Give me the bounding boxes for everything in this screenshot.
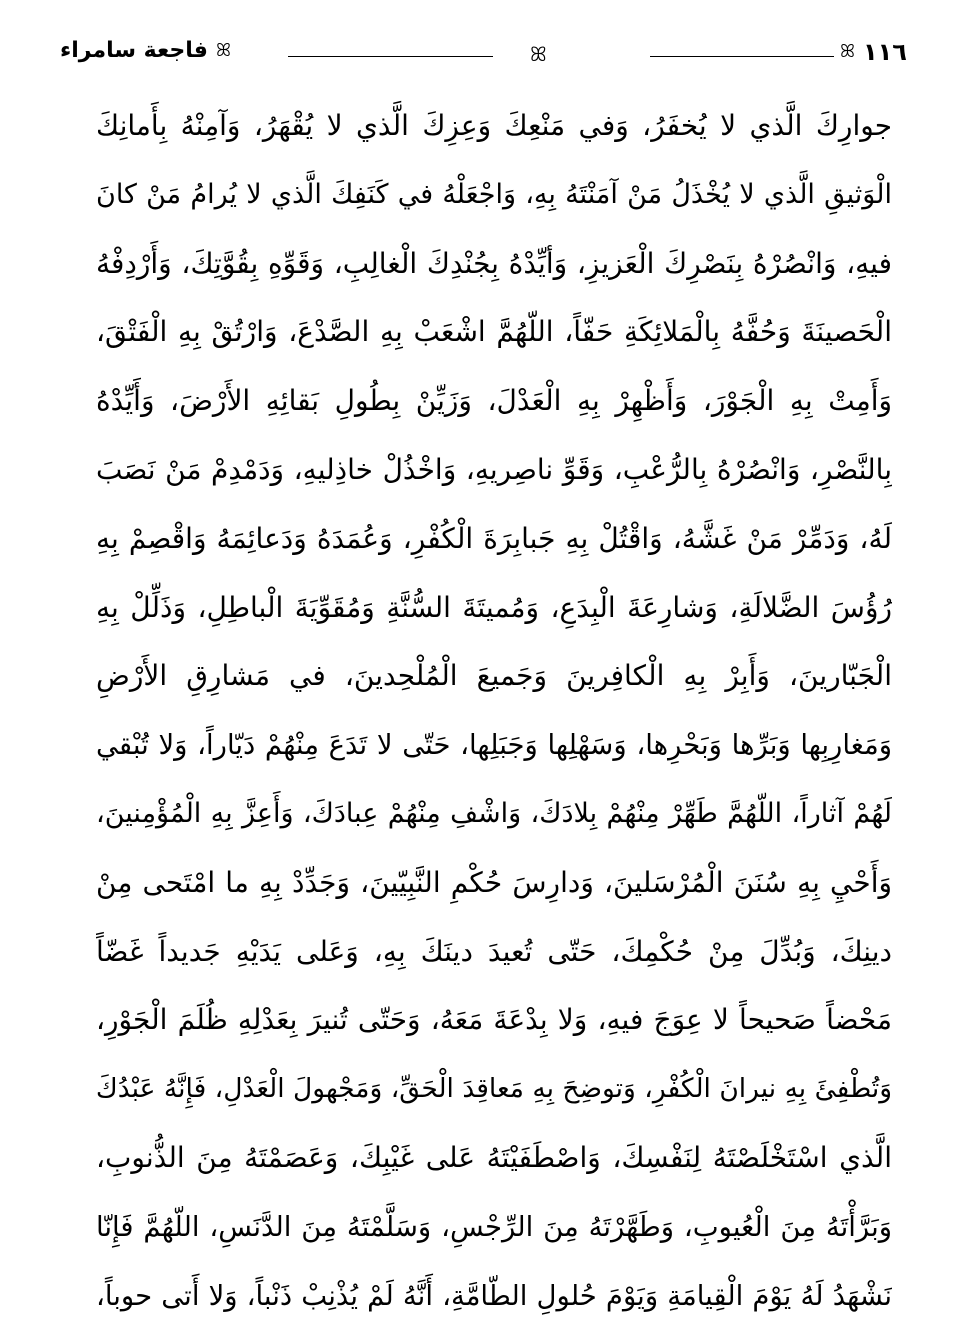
center-ornament-icon: ꕤ bbox=[530, 42, 547, 66]
header-title-group bbox=[60, 38, 231, 63]
text-line: مَحْضاً صَحيحاً لا عِوَجَ فيهِ، وَلا بِدْعَةَ مَعَهُ، وَحَتّى تُنيرَ بِعَدْلِهِ ظُلَمَ الْجَوْرِ، bbox=[96, 1003, 892, 1037]
text-line: الْوَثيقِ الَّذي لا يُخْذَلُ مَنْ آمَنْتَهُ بِهِ، وَاجْعَلْهُ في كَنَفِكَ الَّذي لا يُرامُ مَنْ كانَ bbox=[96, 178, 892, 210]
text-line: لَهُ، وَدَمِّرْ مَنْ غَشَّهُ، وَاقْتُلْ بِهِ جَبابِرَةَ الْكُفْرِ، وَعُمَدَهُ وَدَعائِمَهُ وَاقْصِمْ بِهِ bbox=[96, 521, 892, 555]
header-rule-left bbox=[288, 56, 493, 57]
text-line: فيهِ، وَانْصُرْهُ بِنَصْرِكَ الْعَزيزِ، وَأيِّدْهُ بِجُنْدِكَ الْغالِبِ، وَقَوِّهِ بِقُوَّتِكَ، وَأَرْدِفْهُ bbox=[96, 246, 892, 280]
book-title: فاجعة سامراء bbox=[60, 38, 208, 63]
text-line: وَبَرَّأْتَهُ مِنَ الْعُيوبِ، وَطَهَّرْتَهُ مِنَ الرِّجْسِ، وَسَلَّمْتَهُ مِنَ الدَّنَسِ، اللّهُمَّ فَإِنّا bbox=[96, 1210, 892, 1243]
text-line: وَأَحْيِ بِهِ سُنَنَ الْمُرْسَلينَ، وَدارِسَ حُكْمِ النَّبِيّينَ، وَجَدِّدْ بِهِ ما امْتَحى مِنْ bbox=[96, 865, 892, 899]
ornament-icon: ꕤ bbox=[840, 41, 855, 62]
text-line: رُؤُسَ الضَّلالَةِ، وَشارِعَةَ الْبِدَعِ، وَمُميتَةَ السُّنَّةِ وَمُقَوِّيَةَ الْباطِلِ، وَذَلِّلْ بِهِ bbox=[96, 590, 892, 624]
header-page-number-group bbox=[840, 38, 907, 66]
header-rule-right bbox=[650, 56, 834, 57]
text-line: بِالنَّصْرِ، وَانْصُرْهُ بِالرُّعْبِ، وَقَوِّ ناصِريهِ، وَاخْذُلْ خاذِليهِ، وَدَمْدِمْ مَنْ نَصَبَ bbox=[96, 452, 892, 486]
text-line: جوارِكَ الَّذي لا يُخفَرُ، وَفي مَنْعِكَ وَعِزِكَ الَّذي لا يُقْهَرُ، وَآمِنْهُ بِأَمانِكَ bbox=[96, 109, 892, 142]
page-number: ١١٦ bbox=[862, 38, 907, 66]
body-text bbox=[96, 92, 892, 1330]
text-line: نَشْهَدُ لَهُ يَوْمَ الْقِيامَةِ وَيَوْمَ حُلولِ الطّامَّةِ، أَنَّهُ لَمْ يُذْنِبْ ذَنْباً، وَلا أَتى حوباً، bbox=[96, 1279, 892, 1312]
text-line: الْحَصينَةَ وَحُفَّهُ بِالْمَلائِكَةِ حَفّاً، اللّهُمَّ اشْعَبْ بِهِ الصَّدْعَ، وَارْتُقْ بِهِ الْفَتْقَ، bbox=[96, 315, 892, 349]
text-line: دينِكَ، وَبُدِّلَ مِنْ حُكْمِكَ، حَتّى تُعيدَ دينَكَ بِهِ، وَعَلى يَدَيْهِ جَديداً غَضّاً bbox=[96, 934, 892, 968]
text-line: وَتُطْفِئَ بِهِ نيرانَ الْكُفْرِ، وَتوضِحَ بِهِ مَعاقِدَ الْحَقِّ، وَمَجْهولَ الْعَدْلِ، فَإِنَّهُ عَبْدُكَ bbox=[96, 1073, 892, 1105]
text-line: وَمَغارِبِها وَبَرِّها وَبَحْرِها، وَسَهْلِها وَجَبَلِها، حَتّى لا تَدَعَ مِنْهُمْ دَيّاراً، وَلا تُبْقي bbox=[96, 729, 892, 762]
text-line: الَّذي اسْتَخْلَصْتَهُ لِنَفْسِكَ، وَاصْطَفَيْتَهُ عَلى غَيْبِكَ، وَعَصَمْتَهُ مِنَ الذُّنوبِ، bbox=[96, 1140, 892, 1174]
text-line: لَهُمْ آثاراً، اللّهُمَّ طَهِّرْ مِنْهُمْ بِلادَكَ، وَاشْفِ مِنْهُمْ عِبادَكَ، وَأَعِزَّ بِهِ الْمُؤْمِنينَ، bbox=[96, 797, 892, 829]
text-line: الْجَبّارينَ، وَأَبِرْ بِهِ الْكافِرينَ وَجَميعَ الْمُلْحِدينَ، في مَشارِقِ الأَرْضِ bbox=[96, 659, 892, 693]
ornament-icon: ꕤ bbox=[215, 39, 231, 61]
running-header bbox=[60, 36, 907, 76]
text-line: وَأَمِتْ بِهِ الْجَوْرَ، وَأَظْهِرْ بِهِ الْعَدْلَ، وَزَيِّنْ بِطُولِ بَقائِهِ الأَرْضَ، وَأَيِّدْهُ bbox=[96, 384, 892, 418]
